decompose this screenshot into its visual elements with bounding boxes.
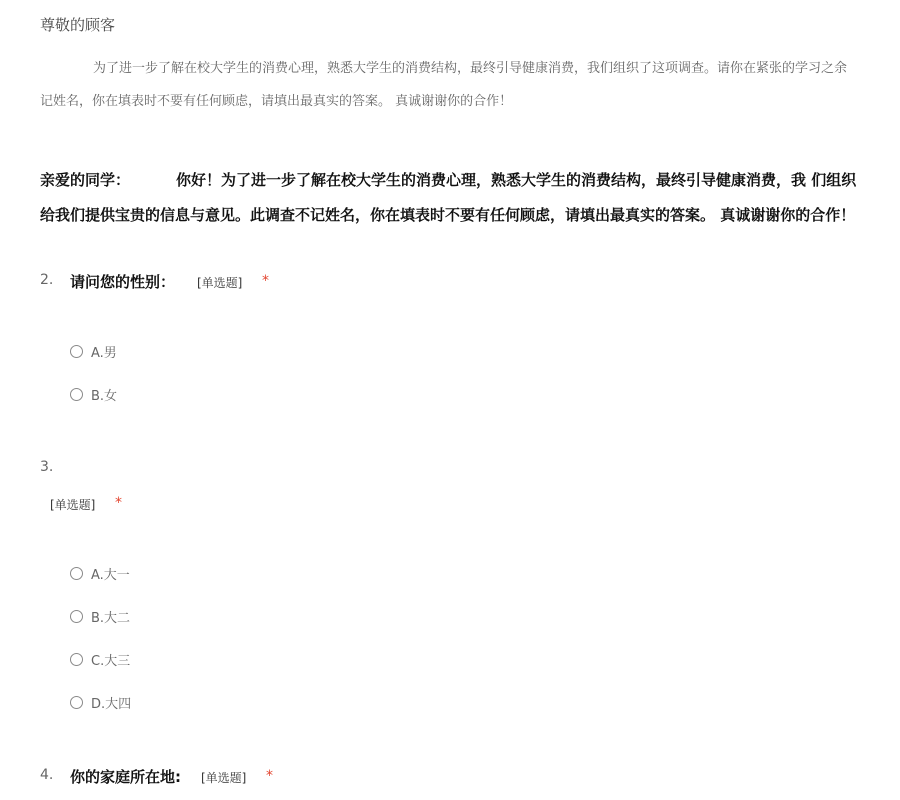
option-label: A.大一 — [91, 567, 130, 583]
question-type-tag: [单选题] — [50, 498, 96, 512]
radio-button[interactable] — [70, 567, 83, 580]
option-freshman[interactable] — [70, 563, 130, 583]
question-title: 你的家庭所在地: — [70, 768, 181, 786]
notice-text-1: 你好！为了进一步了解在校大学生的消费心理，熟悉大学生的消费结构，最终引导健康消费，我 们组织 — [176, 171, 857, 189]
question-number: 3. — [40, 459, 54, 475]
notice-label: 亲爱的同学： — [40, 171, 131, 189]
option-male[interactable] — [70, 341, 117, 361]
question-type-tag: [单选题] — [197, 276, 243, 290]
question-number: 2. — [40, 272, 54, 288]
intro-text-line-2: 记姓名，你在填表时不要有任何顾虑，请填出最真实的答案。 真诚谢谢你的合作！ — [40, 94, 513, 109]
question-type-tag: [单选题] — [201, 771, 247, 785]
greeting-text: 尊敬的顾客 — [40, 16, 116, 34]
radio-button[interactable] — [70, 653, 83, 666]
option-senior[interactable] — [70, 692, 131, 712]
question-title: 请问您的性别： — [70, 273, 176, 291]
radio-button[interactable] — [70, 610, 83, 623]
radio-button[interactable] — [70, 345, 83, 358]
question-number: 4. — [40, 767, 54, 783]
notice-line-1 — [40, 169, 856, 190]
radio-button[interactable] — [70, 696, 83, 709]
radio-button[interactable] — [70, 388, 83, 401]
option-junior[interactable] — [70, 649, 130, 669]
required-marker: * — [266, 768, 273, 784]
option-label: B.女 — [91, 388, 118, 404]
option-label: D.大四 — [91, 696, 132, 712]
option-label: C.大三 — [91, 653, 131, 669]
required-marker: * — [115, 495, 122, 511]
notice-line-2: 给我们提供宝贵的信息与意见。此调查不记姓名，你在填表时不要有任何顾虑，请填出最真实的答案。 真诚谢谢你的合作！ — [40, 206, 856, 224]
intro-text-line-1: 为了进一步了解在校大学生的消费心理，熟悉大学生的消费结构，最终引导健康消费，我们组织了这项调查。请你在紧张的学习之余 — [93, 61, 848, 76]
option-label: B.大二 — [91, 610, 131, 626]
option-sophomore[interactable] — [70, 606, 130, 626]
option-female[interactable] — [70, 384, 117, 404]
option-label: A.男 — [91, 345, 117, 361]
required-marker: * — [262, 273, 269, 289]
